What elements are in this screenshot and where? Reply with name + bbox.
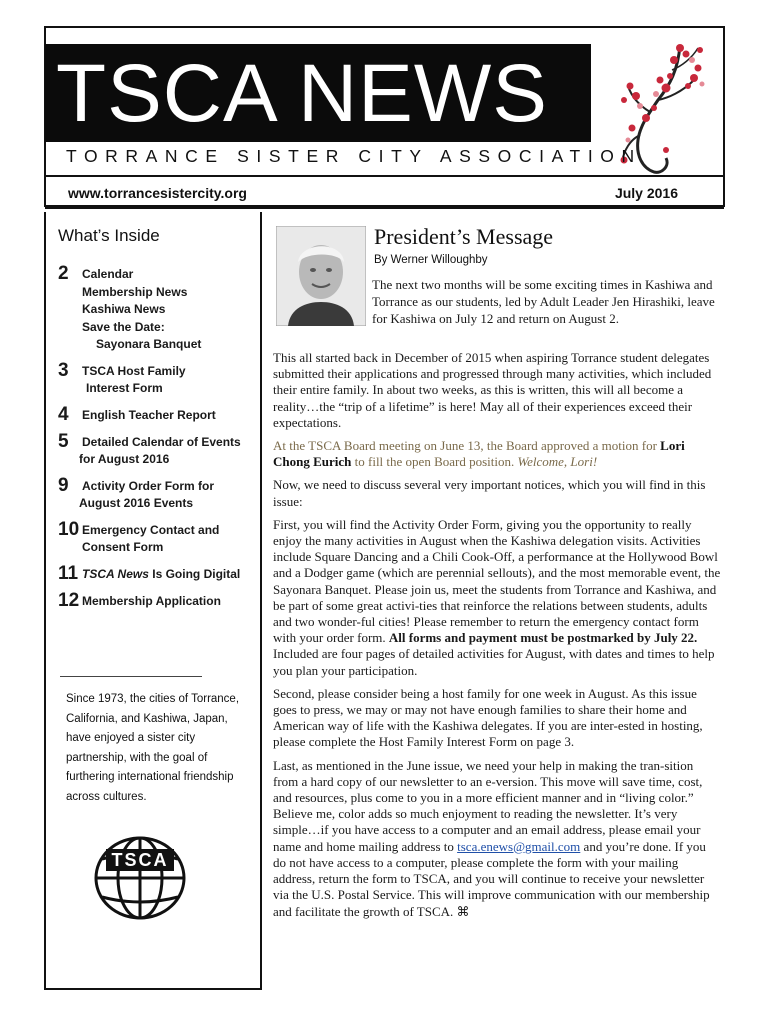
sidebar-divider [60,676,202,677]
toc-item [58,264,258,354]
postmark-deadline: All forms and payment must be postmarked by July 22. [388,630,698,646]
toc-item [58,361,258,398]
toc-entry-emphasis: TSCA News [82,566,149,581]
toc-page-number: 9 [58,474,69,496]
article-body [273,350,721,927]
toc-entry: Calendar [82,267,134,281]
toc-item [58,591,258,611]
toc-entry-rest: Is Going Digital [148,566,241,581]
toc-entry [82,566,240,584]
toc-entry: for August 2016 [79,452,170,466]
toc-entry: August 2016 Events [79,496,194,510]
president-photo [276,226,366,326]
toc-page-number: 11 [58,562,79,584]
toc-entry: English Teacher Report [82,407,216,422]
toc-entry: Membership Application [82,593,221,608]
toc-entry: Kashiwa News [82,302,166,316]
article-intro: The next two months will be some exciting times in Kashiwa and Torrance as our students, led by Adult Leader Jen Hirashiki, leave for Kashiwa on July 12 and return on August 2. [372,277,715,326]
paragraph: This all started back in December of 2015 when aspiring Torrance student delegates submitted their applications and progressed through many activities, which included their entire family. In about two weeks, as this is written, this will all become a reality…the “trip of a lifetime” is here! May all of their experiences exceed their expectations. [273,350,712,430]
header-bottom-divider [45,207,724,209]
toc-entry: Membership News [82,284,188,299]
whats-inside-heading: What’s Inside [58,226,160,245]
email-link[interactable]: tsca.enews@gmail.com [457,838,581,854]
welcome-text: Welcome, Lori! [517,454,598,470]
organization-tagline: TORRANCE SISTER CITY ASSOCIATION [66,146,642,166]
toc-page-number: 10 [58,518,80,540]
issue-date: July 2016 [614,185,678,201]
toc-entry: Detailed Calendar of Events [82,434,241,449]
paragraph: Now, we need to discuss several very important notices, which you will find in this issue: [273,477,706,509]
article-title: President’s Message [374,224,554,249]
paragraph: Last, as mentioned in the June issue, we need your help in making the tran-sition from a hard copy of our newsletter to an e-version. This move will save time, cost, and resources, plus come to you in a more efficient manner and in “living color.” Believe me, color adds so much enjoyment to reading the newsletter. It’s very simple…if you have access to a computer and an email address, please email your name and home mailing address to tsca.enews@gmail.com and you’re done. If you do not have access to a computer, please complete the form with your mailing address, return the form to TSCA, and you will continue to receive your newsletter via the U.S. Postal Service. This will improve communication with our membership and facilitate the growth of TSCA. ⌘ [273,757,710,919]
toc-item [58,520,258,557]
website-url[interactable]: www.torrancesistercity.org [68,185,247,201]
toc-page-number: 2 [58,263,69,284]
table-of-contents [58,264,258,618]
masthead-divider [45,175,724,177]
association-history-text: Since 1973, the cities of Torrance, California, and Kashiwa, Japan, have enjoyed a sister city partnership, with the goal of furthering international friendship across cultures. [66,693,240,803]
toc-item [58,564,258,584]
toc-entry: Activity Order Form for [82,478,215,493]
logo-text: TSCA [111,850,169,870]
toc-item [58,405,258,425]
toc-entry: Save the Date: [82,319,165,334]
toc-entry: Consent Form [82,540,164,554]
toc-entry: TSCA Host Family [82,363,186,378]
paragraph: At the TSCA Board meeting on June 13, the Board approved a motion for Lori Chong Eurich to fill the open Board position. Welcome, Lori! [273,438,685,470]
toc-entry: Sayonara Banquet [96,337,202,351]
toc-page-number: 3 [58,359,69,381]
toc-page-number: 4 [58,403,69,425]
toc-item [58,476,258,513]
paragraph: Second, please consider being a host family for one week in August. As this issue goes to press, we may or may not have enough families to share their home and American way of life with the Kashiwa delegates. If you are inter-ested in hosting, please complete the Host Family Interest Form on page 3. [273,685,703,750]
tsca-globe-logo [92,835,188,921]
new-board-member-name: Lori Chong Eurich [273,438,685,470]
toc-entry: Interest Form [86,381,163,395]
paragraph: First, you will find the Activity Order Form, giving you the opportunity to really enjoy the many activities in August when the Kashiwa delegation visits. Activities include Square Dancing and a Chili Cook-Off, a performance at the Hollywood Bowl and a Dodger game (which are perennial sellouts), and the most memorable event, the Sayonara Banquet. Please join us, meet the students from Torrance and Kashiwa, and be part of some great activi-ties that reinforce the relations between students, adults and two wonder-ful cities! Please remember to return the emergency contact form with your order form. All forms and payment must be postmarked by July 22. Included are four pages of detailed activities for August, with dates and times to help you plan your participation. [273,516,721,678]
newsletter-title: TSCA NEWS [56,48,548,139]
toc-page-number: 5 [58,430,69,452]
toc-entry: Emergency Contact and [82,522,220,537]
article-byline: By Werner Willoughby [374,254,488,266]
toc-item [58,432,258,469]
toc-page-number: 12 [58,589,80,611]
